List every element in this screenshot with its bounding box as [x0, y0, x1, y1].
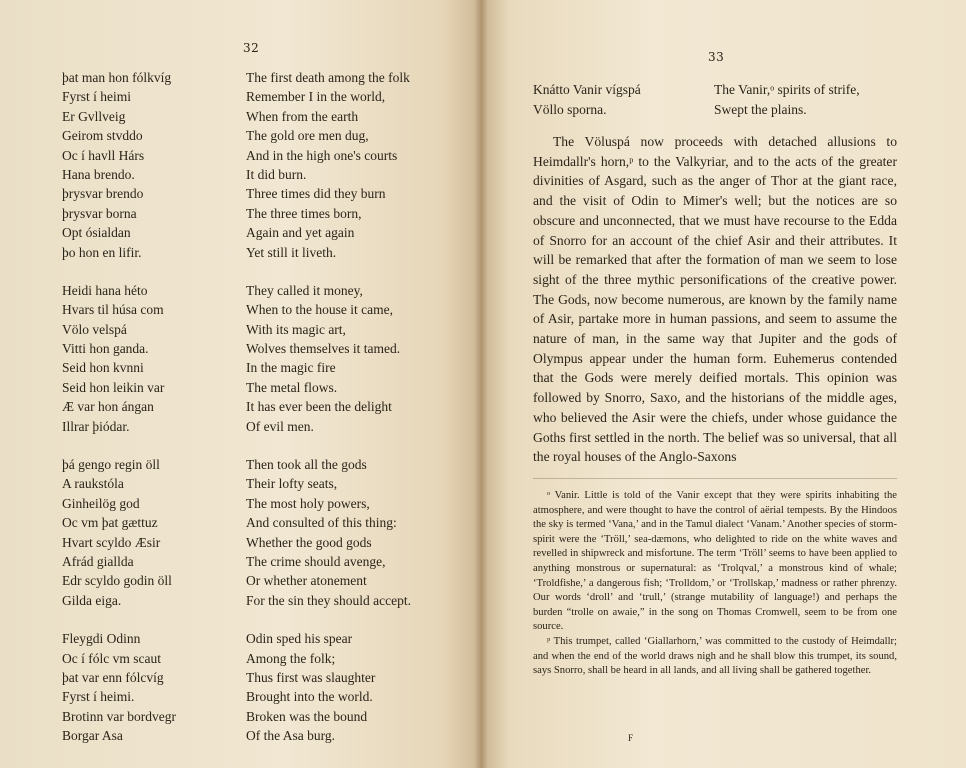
verse-line: The Vanir,ᵒ spirits of strife,: [714, 82, 860, 97]
stanza: [62, 455, 232, 610]
verse-line: Æ var hon ángan: [62, 399, 154, 415]
verse-line: Borgar Asa: [62, 728, 123, 744]
verse-line: Three times did they burn: [246, 186, 386, 202]
verse-line: Wolves themselves it tamed.: [246, 341, 401, 357]
verse-line: And in the high one's courts: [246, 147, 398, 163]
verse-line: Yet still it liveth.: [246, 244, 337, 260]
verse-line: Odin sped his spear: [246, 631, 353, 647]
stanza: [246, 629, 466, 745]
verse-line: And consulted of this thing:: [246, 515, 397, 531]
verse-line: The metal flows.: [246, 379, 338, 395]
verse-line: Fleygdi Odinn: [62, 631, 141, 647]
verse-line: Oc vm þat gættuz: [62, 515, 158, 531]
old-norse-column: [533, 80, 641, 119]
verse-line: Vitti hon ganda.: [62, 341, 149, 357]
verse-line: The gold ore men dug,: [246, 128, 369, 144]
footnotes: [533, 489, 897, 679]
verse-line: þrysvar borna: [62, 205, 137, 221]
verse-line: It has ever been the delight: [246, 399, 392, 415]
verse-line: Hvart scyldo Æsir: [62, 534, 161, 550]
verse-line: Remember I in the world,: [246, 89, 386, 105]
verse-line: Seid hon leikin var: [62, 379, 165, 395]
verse-line: Illrar þiódar.: [62, 418, 130, 434]
verse-line: A raukstóla: [62, 476, 124, 492]
stanza: [62, 281, 232, 436]
verse-line: With its magic art,: [246, 321, 346, 337]
verse-line: The first death among the folk: [246, 70, 410, 85]
verse-line: Gilda eiga.: [62, 592, 122, 608]
verse-line: Brought into the world.: [246, 689, 373, 705]
verse-line: Swept the plains.: [714, 101, 807, 117]
verse-line: þo hon en lifir.: [62, 244, 142, 260]
footnote: ᵒ Vanir. Little is told of the Vanir except that they were spirits inhabiting the atmosphere, and were thought to have the control of aërial tempests. By the Hindoos the sky is termed ‘Vana,’ and in the Tamul dialect ‘Vanam.’ Another species of storm-spirit were the ‘Tröll,’ sea-dæmons, who delighted to ride on the white waves and revelled in shipwreck and misfortune. The term ‘Tröll’ seems to have been applied to anything monstrous or supernatural: as ‘Trolqval,’ a monstrous kind of whale; ‘Troldfishe,’ a dangerous fish; ‘Trolldom,’ or ‘Trollskap,’ madness or rather phrenzy. Our words ‘droll’ and ‘trull,’ (strange mutability of language!) and perhaps the burden “trolle on awaie,” in the song on Thomas Cromwell, seem to be from one source.: [533, 490, 897, 633]
verse-line: Then took all the gods: [246, 457, 367, 473]
verse-line: Oc í havll Hárs: [62, 147, 145, 163]
verse-line: When to the house it came,: [246, 302, 393, 318]
translation-column: [714, 80, 860, 119]
verse-line: Afrád giallda: [62, 553, 134, 569]
verse-line: þá gengo regin öll: [62, 457, 160, 473]
page-number: 32: [243, 41, 260, 55]
verse-line: The crime should avenge,: [246, 553, 386, 569]
verse-line: Whether the good gods: [246, 534, 372, 550]
stanza: [246, 455, 466, 610]
verse-line: The three times born,: [246, 205, 362, 221]
verse-line: Seid hon kvnni: [62, 360, 144, 376]
verse-line: It did burn.: [246, 166, 307, 182]
signature-mark: F: [628, 733, 634, 743]
page-number: 33: [708, 50, 725, 64]
left-page: [0, 0, 481, 768]
body-paragraph: The Völuspá now proceeds with detached allusions to Heimdallr's horn,ᵖ to the Valkyriar, and to the acts of the greater divinities of Asgard, such as the anger of Thor at the giant race, and the visit of Odin to Mimer's well; but the notices are so obscure and unconnected, that we must have recourse to the Edda of Snorro for an account of the chief Asir and their attributes. It will be remarked that after the formation of man we seem to lose sight of the three mythic personifications of the creative power. The Gods, now become numerous, are known by the family name of Asir, partake more in human passions, and seem to assume the nature of man, in the same way that Jupiter and the gods of Olympus appear under the human form. Euhemerus contended that the Gods were merely deified mortals. This opinion was followed by Snorro, Saxo, and the historians of the middle ages, who believed the Asir were the chiefs, under whose guidance the Goths first settled in the north. The belief was so universal, that all the royal houses of the Anglo-Saxons: [533, 134, 897, 465]
book-gutter: [474, 0, 488, 768]
stanza: [246, 281, 466, 436]
verse-line: They called it money,: [246, 282, 363, 298]
old-norse-column: [62, 68, 232, 765]
verse-line: Hana brendo.: [62, 166, 135, 182]
verse-line: Hvars til húsa com: [62, 302, 164, 318]
verse-line: Oc í fólc vm scaut: [62, 650, 161, 666]
verse-line: Thus first was slaughter: [246, 669, 376, 685]
verse-line: Geirom stvddo: [62, 128, 143, 144]
verse-line: þat var enn fólcvíg: [62, 669, 164, 685]
verse-line: Of evil men.: [246, 418, 314, 434]
verse-line: For the sin they should accept.: [246, 592, 411, 608]
verse-line: Fyrst í heimi: [62, 89, 132, 105]
verse-line: Opt ósialdan: [62, 225, 131, 241]
footnote-divider: [533, 478, 897, 479]
verse-line: Edr scyldo godin öll: [62, 573, 172, 589]
stanza: [246, 68, 466, 262]
verse-line: Again and yet again: [246, 225, 355, 241]
verse-line: Or whether atonement: [246, 573, 367, 589]
verse-line: When from the earth: [246, 108, 359, 124]
stanza: [62, 68, 232, 262]
footnote: ᵖ This trumpet, called ‘Giallarhorn,’ was committed to the custody of Heimdallr; and when the end of the world draws nigh and he shall blow this trumpet, its sound, says Snorro, shall be heard in all lands, and all living shall be gathered together.: [533, 635, 897, 677]
verse-line: Ginheilög god: [62, 495, 140, 511]
verse-line: Among the folk;: [246, 650, 336, 666]
verse-line: Brotinn var bordvegr: [62, 708, 176, 724]
verse-line: Fyrst í heimi.: [62, 689, 135, 705]
verse-line: Völo velspá: [62, 321, 127, 337]
verse-line: In the magic fire: [246, 360, 336, 376]
stanza: [62, 629, 232, 745]
verse-line: Heidi hana héto: [62, 282, 148, 298]
verse-line: þrysvar brendo: [62, 186, 144, 202]
verse-line: The most holy powers,: [246, 495, 370, 511]
translation-column: [246, 68, 466, 765]
verse-line: Of the Asa burg.: [246, 728, 335, 744]
verse-line: Their lofty seats,: [246, 476, 338, 492]
verse-line: Broken was the bound: [246, 708, 368, 724]
verse-line: Völlo sporna.: [533, 101, 607, 117]
verse-line: þat man hon fólkvíg: [62, 70, 172, 85]
verse-line: Er Gvllveig: [62, 108, 126, 124]
verse-line: Knátto Vanir vígspá: [533, 82, 641, 97]
